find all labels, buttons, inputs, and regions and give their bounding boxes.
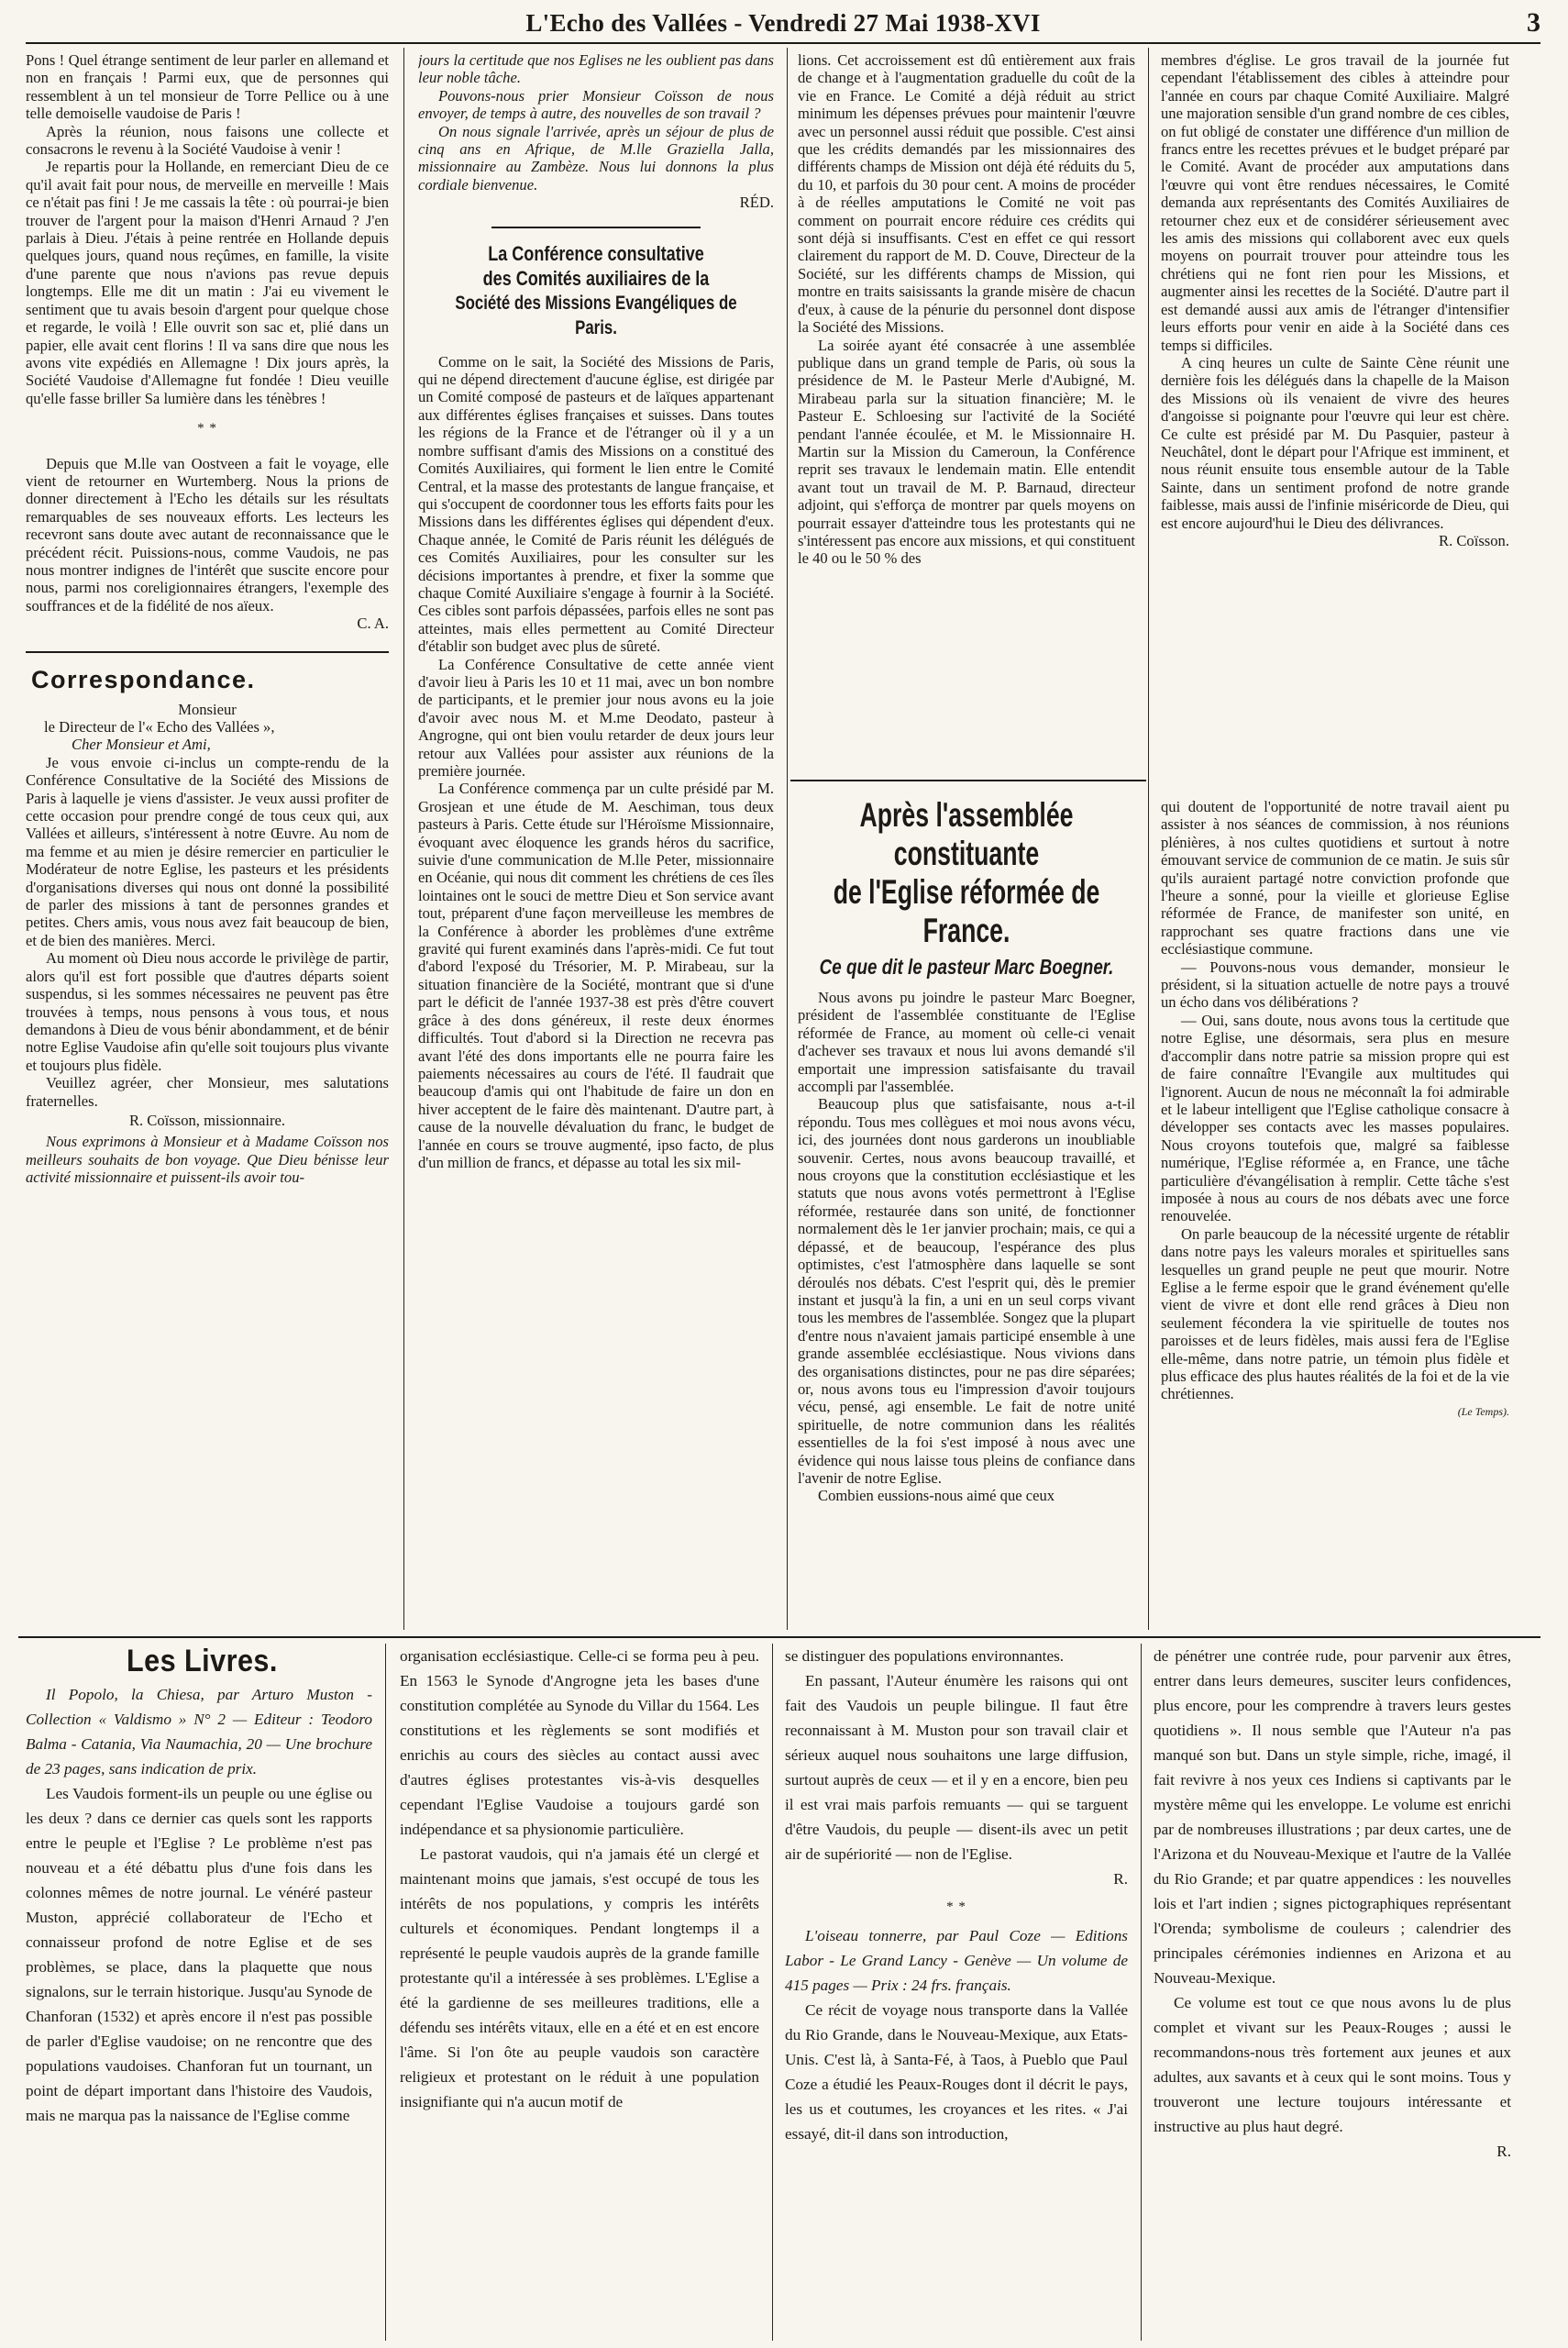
- section-divider: [790, 780, 1146, 781]
- review-signature: R.: [1496, 2143, 1511, 2160]
- letter-paragraph: Je vous envoie ci-inclus un compte-rendu de la Conférence Consultative de la Société des Missions de Paris à laquelle je viens d'assister. Je veux aussi profiter de cette occasion pour prendre congé de tous ceux qui, aux Vallées et ailleurs, s'intéressent à notre Œuvre. Au nom de ma femme et au mien je désire remercier en particulier le Modérateur de notre Eglise, les pasteurs et les présidents d'organisations diverses qui nous ont donné la possibilité de parler des missions à tant de personnes grandes et petites. Chers amis, vous nous avez fait beaucoup de bien, et de bien des manières. Merci.: [26, 753, 389, 949]
- column-4-bottom: [1161, 798, 1509, 1629]
- section-divider: [18, 1636, 1540, 1638]
- article-paragraph: lions. Cet accroissement est dû entièrement aux frais de change et à l'augmentation graduelle du coût de la vie en France. Le Comité a déjà réduit au strict minimum les dépenses prévues pour maintenir l'œuvre avec un personnel aussi réduit que possible. C'est ainsi que les crédits demandés par les missionnaires des différents champs de Mission ont déjà été réduits du 5, du 10, et parfois du 30 pour cent. A moins de procéder à de réelles amputations le Comité ne voit pas comment on pourrait encore réduire ces crédits qui sont déjà si insuffisants. C'est en effet ce qui ressort clairement du rapport de M. D. Couve, Directeur de la Société, sur les différents champs de Mission, qui montre en traits saisissants la grande misère de chacun d'eux, à cause de la pénurie du personnel dont dispose la Société des Missions.: [798, 51, 1135, 337]
- column-3-bottom: [798, 796, 1135, 1629]
- column-rule: [772, 1644, 773, 2341]
- column-rule: [1141, 1644, 1142, 2341]
- review-paragraph: Le pastorat vaudois, qui n'a jamais été un clergé et maintenant moins que jamais, s'est occupé de tous les intérêts de nos populations, y compris les intérêts culturels et économiques. Pendant longtemps il a représenté le peuple vaudois auprès de la grande famille protestante qu'il a intéressée à ses problèmes. L'Eglise a été la gardienne de ses meilleures traditions, elle a défendu ses intérêts vitaux, elle en a été et en est encore l'âme. Si l'on ôte au peuple vaudois son caractère religieux et protestant on le réduit à une population insignifiante qui n'a aucun motif de: [400, 1845, 759, 2110]
- boegner-headline: Après l'assemblée constituante: [859, 796, 1074, 872]
- books-column-1: [26, 1642, 372, 2341]
- column-rule: [403, 48, 404, 1630]
- boegner-headline: de l'Eglise réformée de France.: [833, 873, 1100, 949]
- article-paragraph: La Conférence Consultative de cette année vient d'avoir lieu à Paris les 10 et 11 mai, avec un bon nombre de participants, et le premier jour nous avons eu la joie d'avoir avec nous M. et M.me Deodato, pasteur à Angrogne, qui ont bien voulu retarder de deux jours leur retour aux Vallées pour assister aux réunions de la première journée.: [418, 655, 774, 780]
- column-rule: [787, 48, 788, 1630]
- headline-line: des Comités auxiliaires de la: [482, 266, 710, 290]
- review-paragraph: Ce volume est tout ce que nous avons lu de plus complet et vivant sur les Peaux-Rouges ; aussi le recommandons-nous très fortement aux jeunes et aux adultes, aux savants et à ceux qui le sont moins. Tous y trouveront une lecture toujours intéressante et instructive au plus haut degré.: [1154, 1994, 1511, 2135]
- book-reference: L'oiseau tonnerre, par Paul Coze — Editions Labor - Le Grand Lancy - Genève — Un volume de 415 pages — Prix : 24 frs. français.: [785, 1927, 1128, 1994]
- review-paragraph: En passant, l'Auteur énumère les raisons qui ont fait des Vaudois un peuple bilingue. Il faut être reconnaissant à M. Muston pour son travail clair et sérieux auquel nous souhaitons une large diffusion, surtout auprès de ceux — et il y en a encore, bien peu il est vrai mais parfois remuants — qui se targuent d'être Vaudois, du peuple — disent-ils avec un petit air de supériorité — non de l'Eglise.: [785, 1672, 1128, 1863]
- editor-note: Nous exprimons à Monsieur et à Madame Coïsson nos meilleurs souhaits de bon voyage. Que Dieu bénisse leur activité missionnaire et puissent-ils avoir tou-: [26, 1133, 389, 1187]
- books-column-4: [1154, 1644, 1511, 2341]
- letter-salutation: le Directeur de l'« Echo des Vallées »,: [44, 718, 275, 736]
- interview-paragraph: qui doutent de l'opportunité de notre travail aient pu assister à nos séances de commission, à nos réunions plénières, à nos cultes quotidiens et surtout à notre émouvant service de communion de ce matin. Je suis sûr qu'ils auraient partagé notre conviction profonde que l'heure a sonné, pour la vieille et glorieuse Eglise réformée de France, de manifester son unité, en rapprochant ses quatre fractions dans une vie ecclésiastique commune.: [1161, 798, 1509, 958]
- review-paragraph: de pénétrer une contrée rude, pour parvenir aux êtres, entrer dans leurs demeures, susciter leurs confidences, plus encore, pour les comprendre à travers leurs gestes quotidiens ». Il nous semble que l'Auteur n'a pas manqué son but. Dans un style simple, riche, imagé, il fait revivre à nos yeux ces Indiens si captivants par le mystère même qui les enveloppe. Le volume est enrichi par de nombreuses illustrations ; par deux cartes, une de l'Arizona et du Nouveau-Mexique et l'autre de la Vallée du Rio Grande; et par quatre appendices : les nouvelles lois et l'art indien ; signes pictographiques représentant l'Orenda; symbolisme de couleurs ; calendrier des principales cérémonies indiennes en Arizona et au Nouveau-Mexique.: [1154, 1647, 1511, 1987]
- source-credit: (Le Temps).: [1457, 1404, 1509, 1418]
- section-stars: * *: [197, 421, 217, 437]
- masthead-title: L'Echo des Vallées - Vendredi 27 Mai 1938-XVI: [525, 9, 1041, 37]
- review-paragraph: Ce récit de voyage nous transporte dans la Vallée du Rio Grande, dans le Nouveau-Mexique, aux Etats-Unis. C'est là, à Santa-Fé, à Taos, à Pueblo que Paul Coze a étudié les Peaux-Rouges dont il décrit le pays, les us et coutumes, les croyances et les rites. « J'ai essayé, dit-il dans son introduction,: [785, 2001, 1128, 2143]
- review-paragraph: Les Vaudois forment-ils un peuple ou une église ou les deux ? dans ce dernier cas quels sont les rapports entre le peuple et l'Eglise ? Le problème n'est pas nouveau et a été débattu plus d'une fois dans les colonnes mêmes de notre journal. Le vénéré pasteur Muston, apprécié collaborateur de l'Echo et connaisseur profond de notre Eglise et de ses problèmes, se place, dans la plaquette que nous signalons, sur le terrain historique. Jusqu'au Synode de Chanforan (1532) et après encore il n'est pas possible de parler d'Eglise vaudoise; on ne rencontre que des populations vaudoises. Chanforan fut un tournant, un point de départ important dans l'histoire des Vaudois, mais ne marqua pas la naissance de l'Eglise comme: [26, 1785, 372, 2124]
- letter-salutation: Cher Monsieur et Ami,: [72, 736, 211, 754]
- article-paragraph: La soirée ayant été consacrée à une assemblée publique dans un grand temple de Paris, où sous la présidence de M. le Pasteur Merle d'Aubigné, M. Mirabeau parla sur la situation financière; M. le Pasteur E. Schloesing sur l'activité de la Société pendant l'année écoulée, et M. le Missionnaire H. Martin sur la Mission du Cameroun, la Conférence reprit ses travaux le lendemain matin. Elle entendit avant tout un travail de M. P. Barnaud, directeur adjoint, qui s'efforça de montrer par quels moyens on pourrait essayer d'atteindre tous les protestants qui ne s'intéressent pas encore aux missions, et qui constituent le 40 ou le 50 % des: [798, 336, 1135, 568]
- article-paragraph: Après la réunion, nous faisons une collecte et consacrons le revenu à la Société Vaudoise à venir !: [26, 122, 389, 159]
- books-column-2: [400, 1644, 759, 2341]
- editor-signature: RÉD.: [739, 194, 774, 212]
- editor-note: jours la certitude que nos Eglises ne les oublient pas dans leur noble tâche.: [418, 51, 774, 87]
- interview-paragraph: — Pouvons-nous vous demander, monsieur le président, si la situation actuelle de notre pays a trouvé un écho dans vos délibérations ?: [1161, 958, 1509, 1012]
- article-paragraph: La Conférence commença par un culte présidé par M. Grosjean et une étude de M. Aeschiman, tous deux pasteurs à Paris. Cette étude sur l'Héroïsme Missionnaire, évoquant avec éloquence les grands héros du sacrifice, suivie d'une communication de M.lle Peter, missionnaire en Océanie, qui nous dit comment les chrétiens de ces îles lointaines ont le souci de mettre Dieu et Son service avant tout, préparent d'une façon merveilleuse les membres de la Conférence à aborder les problèmes d'une extrême gravité qui furent examinés dans l'après-midi. Ce fut tout d'abord l'exposé du Trésorier, M. P. Mirabeau, sur la situation financière de la Société, montrant que si d'une part le déficit de l'année 1937-38 est près d'être couvert grâce à des dons généreux, il reste deux énormes difficultés. Tout d'abord si la Direction ne recevra pas avant l'été des dons importants elle ne pourra faire les paiements nécessaires au cours de l'été. Il faudrait que beaucoup d'amis qui ont l'habitude de faire un don en hiver acceptent de le faire dès maintenant. D'autre part, à cause de la nouvelle dévaluation du franc, le budget de l'année en cours se trouve augmenté, ipso facto, de plus d'un million de francs, et dépasse au total les six mil-: [418, 780, 774, 1171]
- letter-paragraph: Au moment où Dieu nous accorde le privilège de partir, alors qu'il est fort possible que d'autres départs soient suspendus, si les sommes nécessaires ne peuvent pas être trouvées à temps, nous pensons à vous tous, et nous demandons à Dieu de vous bénir abondamment, et de bénir notre Eglise Vaudoise afin qu'elle soit toujours plus vivante et toujours plus fidèle.: [26, 949, 389, 1074]
- article-paragraph: Comme on le sait, la Société des Missions de Paris, qui ne dépend directement d'aucune église, est dirigée par un Comité composé de pasteurs et de laïques appartenant aux différentes églises françaises et suisses. Dans toutes les régions de la France et de l'étranger où il y a un nombre suffisant d'amis des Missions on a constitué des Comités Auxiliaires, qui forment le lien entre le Comité Central, et la masse des protestants de langue française, et qui s'occupent de coordonner tous les efforts faits pour les Missions dans les différentes églises qui dépendent d'eux. Chaque année, le Comité de Paris réunit les délégués de ces Comités Auxiliaires, pour les consulter sur les décisions importantes à prendre, et fixer la somme que chaque Comité Auxiliaire s'engage à fournir à la Société. Ces cibles sont parfois dépassées, parfois elles ne sont pas atteintes, mais elles permettent au Comité Directeur d'établir son budget avec plus de sûreté.: [418, 352, 774, 656]
- books-title: Les Livres.: [127, 1644, 278, 1678]
- review-paragraph: organisation ecclésiastique. Celle-ci se forma peu à peu. En 1563 le Synode d'Angrogne jeta les bases d'une constitution complétée au Synode du Villar du 1564. Les constitutions et les règlements se sont modifiés et enrichis au cours des siècles au contact aussi avec d'autres églises protestantes vis-à-vis desquelles cependant l'Eglise Vaudoise a toujours gardé son indépendance et sa physionomie particulière.: [400, 1647, 759, 1838]
- headline-line: Société des Missions Evangéliques de Paris.: [455, 292, 737, 338]
- section-divider: [26, 651, 389, 653]
- boegner-subheadline: Ce que dit le pasteur Marc Boegner.: [819, 955, 1114, 979]
- editor-note: On nous signale l'arrivée, après un séjour de plus de cinq ans en Afrique, de M.lle Graziella Jalla, missionnaire au Zambèze. Nous lui donnons la plus cordiale bienvenue.: [418, 122, 774, 194]
- article-paragraph: A cinq heures un culte de Sainte Cène réunit une dernière fois les délégués dans la chapelle de la Maison des Missions où ils venaient de vivre des heures d'angoisse si poignante pour l'œuvre qui leur est chère. Ce culte est présidé par M. Du Pasquier, pasteur à Neuchâtel, dont le départ pour l'Afrique est imminent, et nous réunit ensuite tous ensemble autour de la Table Sainte, dans un sentiment profond de notre grande faiblesse, mais aussi de l'infinie miséricorde de Dieu, qui est encore aujourd'hui le Dieu des délivrances.: [1161, 353, 1509, 532]
- book-reference: Il Popolo, la Chiesa, par Arturo Muston - Collection « Valdismo » N° 2 — Editeur : Teodoro Balma - Catania, Via Naumachia, 20 — Une brochure de 23 pages, sans indication de prix.: [26, 1686, 372, 1778]
- interview-paragraph: Beaucoup plus que satisfaisante, nous a-t-il répondu. Tous mes collègues et moi nous avons vécu, ici, des journées dont nous garderons un inoubliable souvenir. Certes, nous avons beaucoup travaillé, et nous croyons que la constitution ecclésiastique et les statuts que nous avons votés permettront à l'Eglise réformée, restaurée dans son unité, de fonctionner normalement dès le 1er janvier prochain; mais, ce qui a dépassé, et de beaucoup, l'espérance des plus optimistes, c'est l'atmosphère dans laquelle se sont déroulés nos débats. C'est l'esprit qui, dès le premier instant et jusqu'à la fin, a uni en un seul corps vivant tous les membres de l'assemblée. Songez que la plupart d'entre nous n'avaient jamais participé ensemble à une grande assemblée ecclésiastique. Nous vivions dans des organisations distinctes, pour ne pas dire séparées; or, nous avons tous eu l'impression d'avoir toujours vécu, pensé, agi ensemble. Le fait de notre unité spirituelle, de notre communion dans les réalités essentielles de la foi s'est imposé à nous avec une évidence qui nous laisse tous pleins de confiance dans l'avenir de notre Eglise.: [798, 1095, 1135, 1487]
- review-signature: R.: [1113, 1870, 1128, 1888]
- correspondance-title: Correspondance.: [31, 665, 256, 693]
- interview-paragraph: Nous avons pu joindre le pasteur Marc Boegner, président de l'assemblée constituante de l'Eglise réformée de France, au moment où celle-ci venait d'achever ses travaux et nous lui avons demandé s'il emportait une impression satisfaisante du travail accompli par l'assemblée.: [798, 989, 1135, 1096]
- interview-paragraph: — Oui, sans doute, nous avons tous la certitude que notre Eglise, une désormais, sera plus en mesure d'accomplir dans notre patrie sa mission propre qui est de faire connaître l'Evangile aux multitudes qui l'ignorent. Aucun de nous ne méconnaît la foi admirable et le labeur intelligent que l'Eglise catholique consacre à développer ses contacts avec les masses populaires. Nous croyons toutefois que, malgré sa faiblesse numérique, l'Eglise réformée a, en France, une tâche particulière d'évangélisation à remplir. Cette tâche s'est imposée à nous au cours de nos débats avec une force renouvelée.: [1161, 1011, 1509, 1225]
- column-rule: [385, 1644, 386, 2341]
- interview-paragraph: On parle beaucoup de la nécessité urgente de rétablir dans notre pays les valeurs morales et spirituelles sans lesquelles un grand peuple ne peut que mourir. Notre Eglise a le ferme espoir que le grand événement qu'elle vient de vivre et dont elle rend grâces à Dieu non seulement fécondera la vie spirituelle de toutes nos paroisses et de leurs fidèles, mais aussi fera de l'Eglise elle-même, dans notre patrie, un témoin plus fidèle et plus efficace des plus hautes réalités de la foi et de la vie chrétiennes.: [1161, 1224, 1509, 1403]
- letter-salutation: Monsieur: [178, 700, 237, 718]
- article-paragraph: Je repartis pour la Hollande, en remerciant Dieu de ce qu'il avait fait pour nous, de merveille en merveille ! Mais ce n'était pas fini ! Je me cassais la tête : où pourrai-je bien trouver de l'argent pour la maison d'Henri Arnaud ? J'en parlais à Dieu. J'étais à peine rentrée en Hollande depuis quelques jours, quand nous reçûmes, en famille, la visite d'une parente que nous n'avions pas revue depuis longtemps. Elle me dit un matin : J'ai eu vivement le sentiment que tu avais besoin d'argent pour quelque chose et regarde, le voilà ! Elle ouvrit son sac et, plié dans un papier, elle avait cent florins ! Il va sans dire que nous les avons vite expédiés en Allemagne ! Dix jours après, la Société Vaudoise d'Allemagne fut fondée ! Dieu veuille qu'elle fasse briller Sa lumière dans les ténèbres !: [26, 158, 389, 407]
- letter-signature: R. Coïsson, missionnaire.: [128, 1111, 286, 1129]
- page-number: 3: [1527, 7, 1540, 38]
- article-paragraph: Depuis que M.lle van Oostveen a fait le voyage, elle vient de retourner en Wurtemberg. Nous la prions de donner directement à l'Echo les détails sur les résultats remarquables de ses nouveaux efforts. Les lecteurs les recevront sans doute avec autant de reconnaissance que le précédent récit. Puissions-nous, comme Vaudois, ne pas nous montrer indignes de l'intérêt que suscite encore pour nous, parmi nos coreligionnaires étrangers, l'exemple des souffrances et de la fidélité de nos aïeux.: [26, 454, 389, 615]
- letter-paragraph: Veuillez agréer, cher Monsieur, mes salutations fraternelles.: [26, 1074, 389, 1110]
- column-3-top: [798, 51, 1135, 776]
- article-signature: R. Coïsson.: [1439, 531, 1509, 549]
- section-stars: * *: [946, 1899, 966, 1914]
- masthead: [26, 6, 1540, 44]
- column-rule: [1148, 48, 1149, 1630]
- column-1: [26, 51, 389, 1629]
- headline-line: La Conférence consultative: [488, 241, 704, 265]
- headline-rule: [491, 227, 701, 228]
- column-4-top: [1161, 51, 1509, 794]
- interview-paragraph: Combien eussions-nous aimé que ceux: [818, 1487, 1055, 1505]
- editor-note: Pouvons-nous prier Monsieur Coïsson de nous envoyer, de temps à autre, des nouvelles de son travail ?: [418, 86, 774, 123]
- review-paragraph: se distinguer des populations environnantes.: [785, 1647, 1065, 1665]
- article-paragraph: Pons ! Quel étrange sentiment de leur parler en allemand et non en français ! Parmi eux, que de personnes qui ressemblent à un tel monsieur de Torre Pellice ou à une telle demoiselle vaudoise de Paris !: [26, 51, 389, 123]
- article-signature: C. A.: [357, 615, 389, 633]
- article-paragraph: membres d'église. Le gros travail de la journée fut cependant l'établissement des cibles à atteindre pour l'année en cours par chaque Comité Auxiliaire. Malgré une majoration sensible d'un grand nombre de ces cibles, on fut obligé de constater une différence d'un million de francs entre les recettes prévues et le budget préparé par le Comité. Avant de procéder aux amputations dans l'œuvre qui vont être rendues nécessaires, le Comité demanda aux représentants des Comités Auxiliaires de retourner chez eux et de considérer sérieusement avec les amis des missions qui collaborent avec eux quels moyens on pourrait trouver pour atteindre tous les chrétiens qui ne font rien pour les Missions, et augmenter ainsi les recettes de la Société. D'autre part il est demandé aussi aux amis de l'étranger d'intensifier leurs efforts pour venir en aide à la Société dans ces temps si difficiles.: [1161, 51, 1509, 354]
- conference-headline: [418, 241, 774, 340]
- books-column-3: [785, 1644, 1128, 2341]
- column-2: [418, 51, 774, 1629]
